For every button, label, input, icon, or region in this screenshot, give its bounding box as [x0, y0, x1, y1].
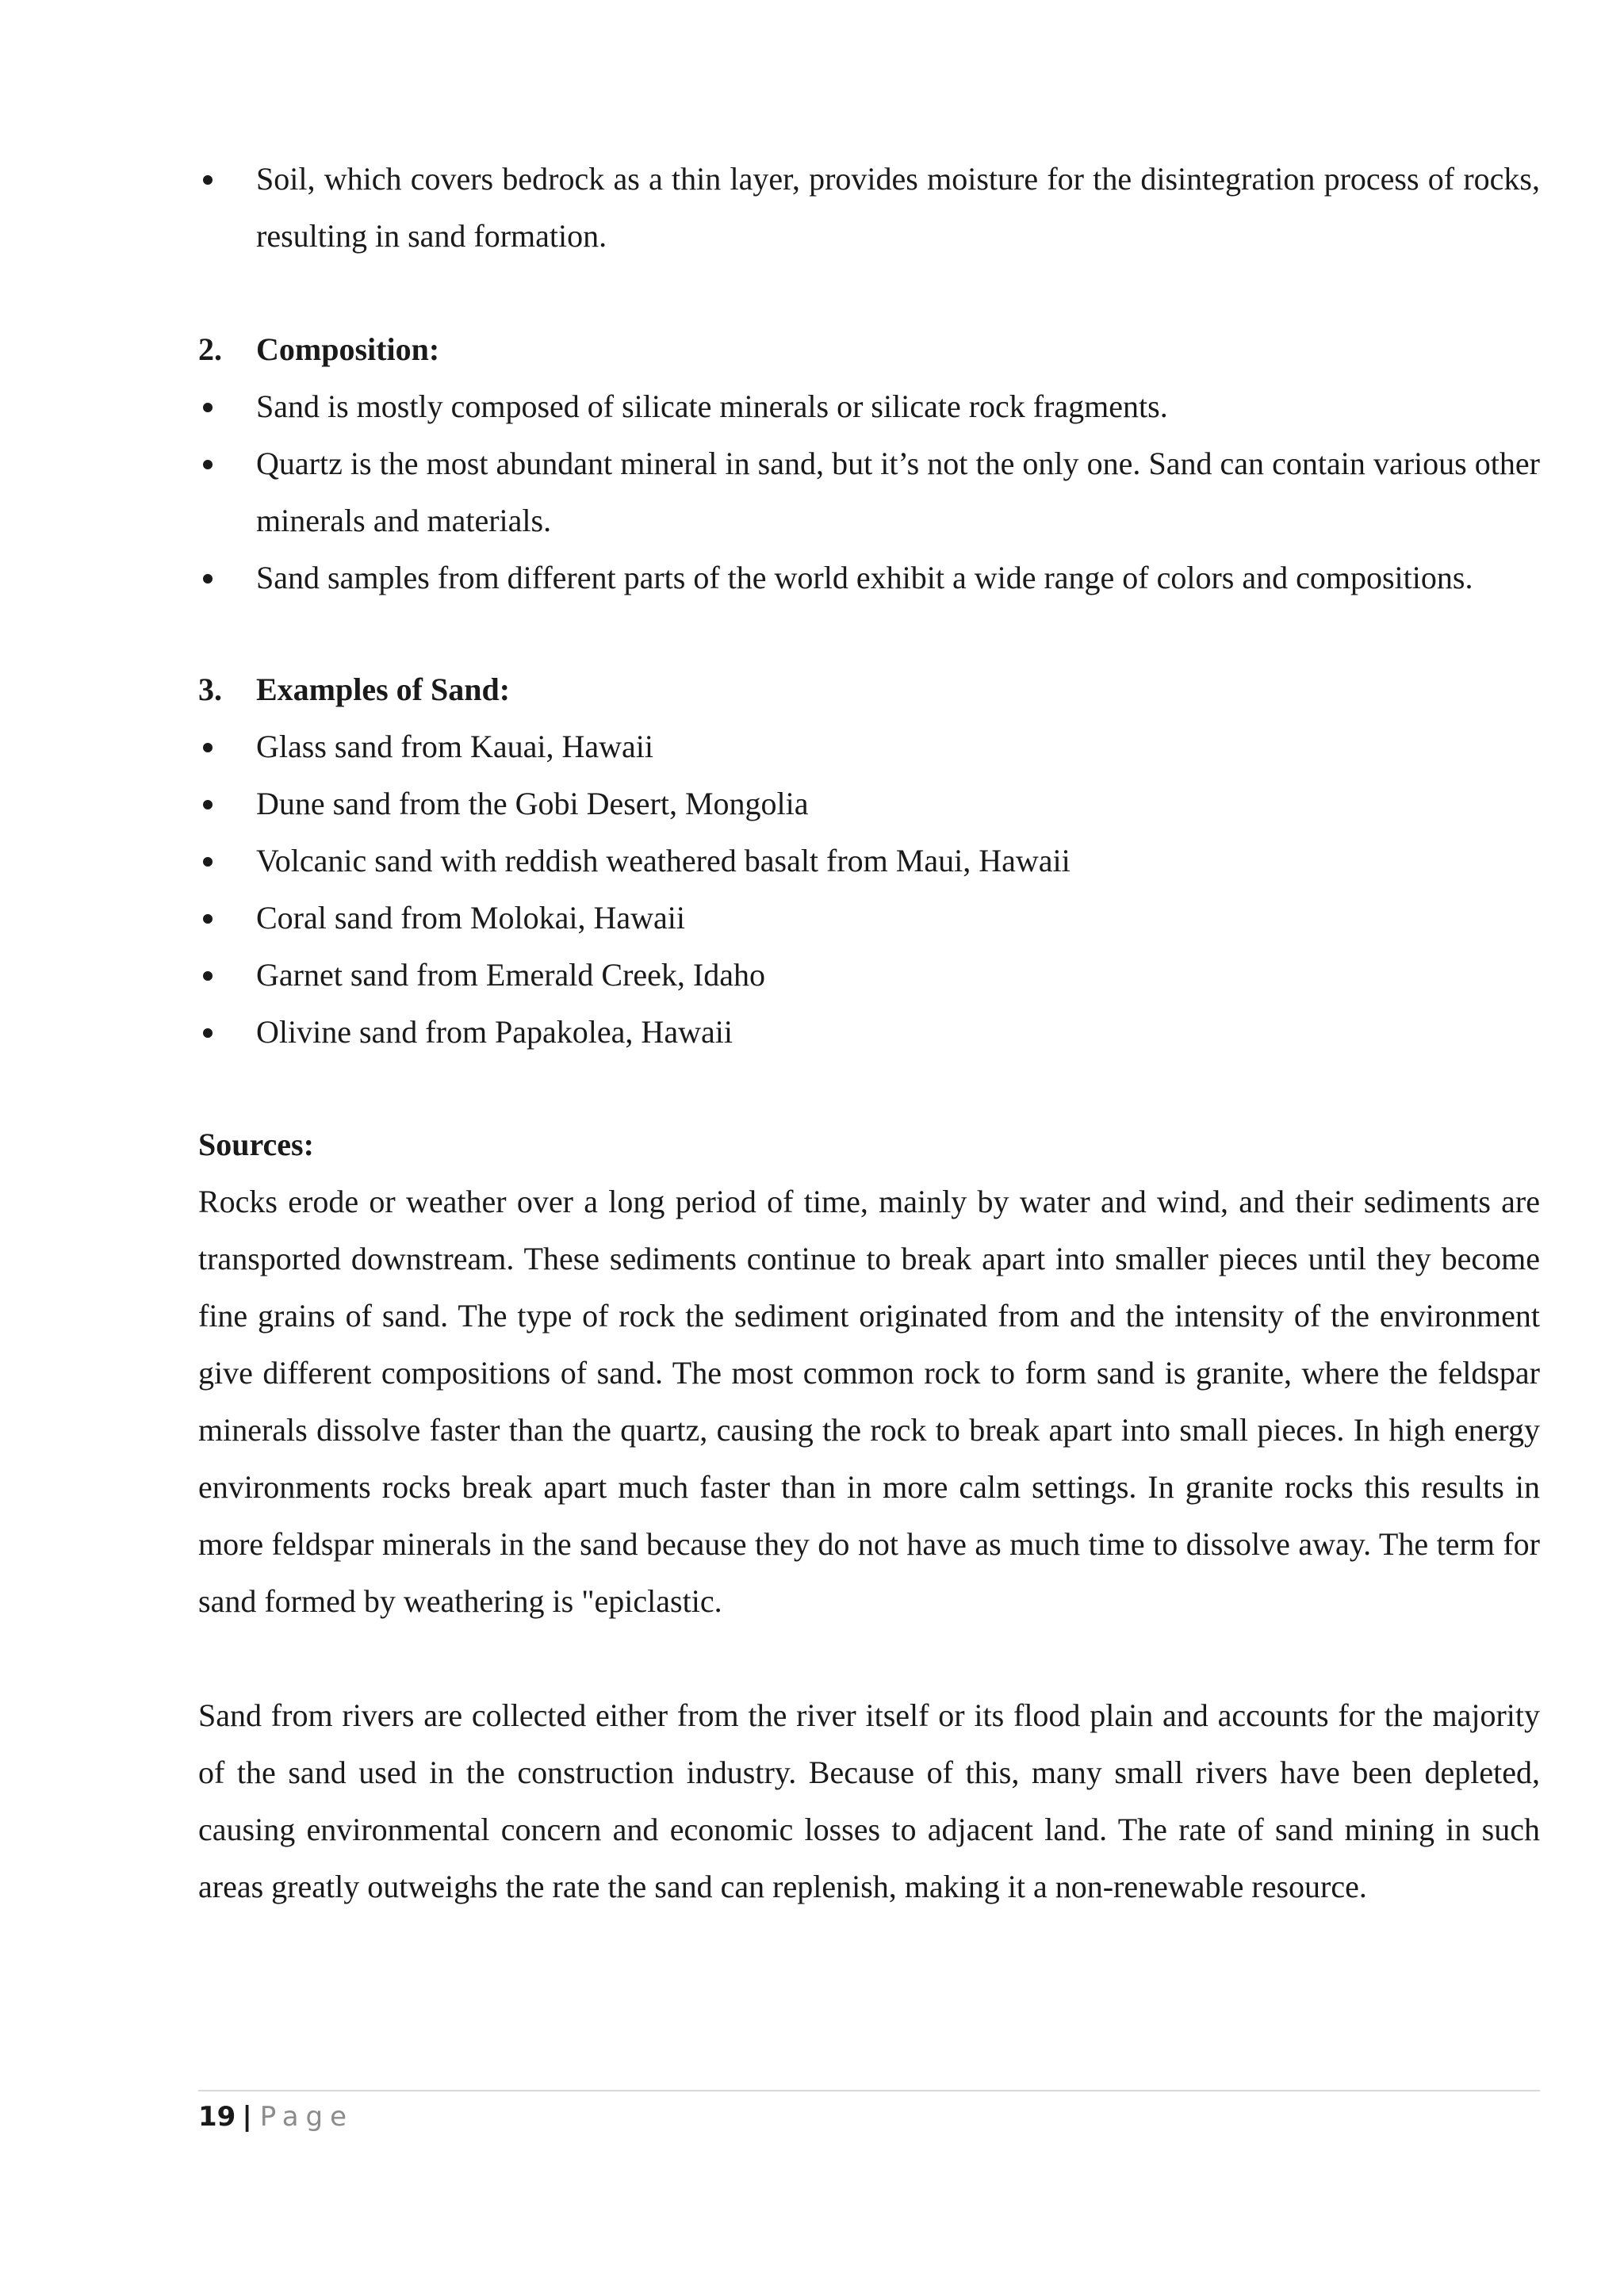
- examples-heading: [198, 661, 1540, 718]
- bullet-dot-icon: [203, 1028, 213, 1038]
- list-item-text: Olivine sand from Papakolea, Hawaii: [256, 1014, 733, 1050]
- list-item-text: Volcanic sand with reddish weathered basalt from Maui, Hawaii: [256, 843, 1071, 878]
- footer-separator: |: [242, 2101, 252, 2133]
- sources-paragraph-2: Sand from rivers are collected either from the river itself or its flood plain and accounts for the majority of the sand used in the construction industry. Because of this, many small rivers have been depleted, causing environmental concern and economic losses to adjacent land. The rate of sand mining in such areas greatly outweighs the rate the sand can replenish, making it a non-renewable resource.: [198, 1697, 1540, 1904]
- bullet-dot-icon: [203, 574, 213, 584]
- list-item: [198, 151, 1540, 265]
- list-item: [198, 832, 1540, 890]
- composition-section: [198, 321, 1540, 607]
- examples-section: [198, 661, 1540, 1061]
- section-number: 2.: [198, 331, 222, 367]
- bullet-dot-icon: [203, 743, 213, 752]
- sources-heading: Sources:: [198, 1127, 314, 1162]
- sources-paragraph-1: Rocks erode or weather over a long period of time, mainly by water and wind, and their sediments are transported downstream. These sediments continue to break apart into smaller pieces until they become fine grains of sand. The type of rock the sediment originated from and the intensity of the environment give different compositions of sand. The most common rock to form sand is granite, where the feldspar minerals dissolve faster than the quartz, causing the rock to break apart into small pieces. In high energy environments rocks break apart much faster than in more calm settings. In granite rocks this results in more feldspar minerals in the sand because they do not have as much time to dissolve away. The term for sand formed by weathering is "epiclastic.: [198, 1184, 1540, 1619]
- list-item: [198, 947, 1540, 1004]
- bullet-dot-icon: [203, 460, 213, 469]
- footer-divider: [198, 2090, 1540, 2091]
- page-word: Page: [259, 2101, 354, 2133]
- intro-bullet-list: [198, 151, 1540, 265]
- bullet-dot-icon: [203, 914, 213, 924]
- list-item-text: Soil, which covers bedrock as a thin layer, provides moisture for the disintegration process of rocks, resulting in sand formation.: [256, 161, 1540, 254]
- bullet-dot-icon: [203, 175, 213, 185]
- list-item: [198, 775, 1540, 832]
- list-item: [198, 549, 1540, 607]
- list-item-text: Glass sand from Kauai, Hawaii: [256, 729, 653, 764]
- list-item-text: Sand is mostly composed of silicate minerals or silicate rock fragments.: [256, 388, 1168, 424]
- bullet-dot-icon: [203, 403, 213, 412]
- section-number: 3.: [198, 672, 222, 707]
- bullet-dot-icon: [203, 971, 213, 981]
- list-item: [198, 890, 1540, 947]
- list-item-text: Quartz is the most abundant mineral in sand, but it’s not the only one. Sand can contain various other minerals and materials.: [256, 446, 1540, 538]
- bullet-dot-icon: [203, 857, 213, 867]
- section-heading-text: Composition:: [256, 331, 440, 367]
- bullet-dot-icon: [203, 800, 213, 809]
- page-footer: [198, 2098, 354, 2136]
- composition-heading: [198, 321, 1540, 378]
- list-item-text: Coral sand from Molokai, Hawaii: [256, 900, 685, 936]
- list-item: [198, 378, 1540, 435]
- list-item: [198, 435, 1540, 549]
- list-item-text: Dune sand from the Gobi Desert, Mongolia: [256, 786, 809, 821]
- section-heading-text: Examples of Sand:: [256, 672, 511, 707]
- list-item-text: Garnet sand from Emerald Creek, Idaho: [256, 957, 765, 993]
- list-item: [198, 718, 1540, 775]
- sources-section: [198, 1116, 1540, 1915]
- list-item: [198, 1004, 1540, 1061]
- page-number: 19: [198, 2101, 236, 2133]
- list-item-text: Sand samples from different parts of the world exhibit a wide range of colors and compositions.: [256, 560, 1473, 595]
